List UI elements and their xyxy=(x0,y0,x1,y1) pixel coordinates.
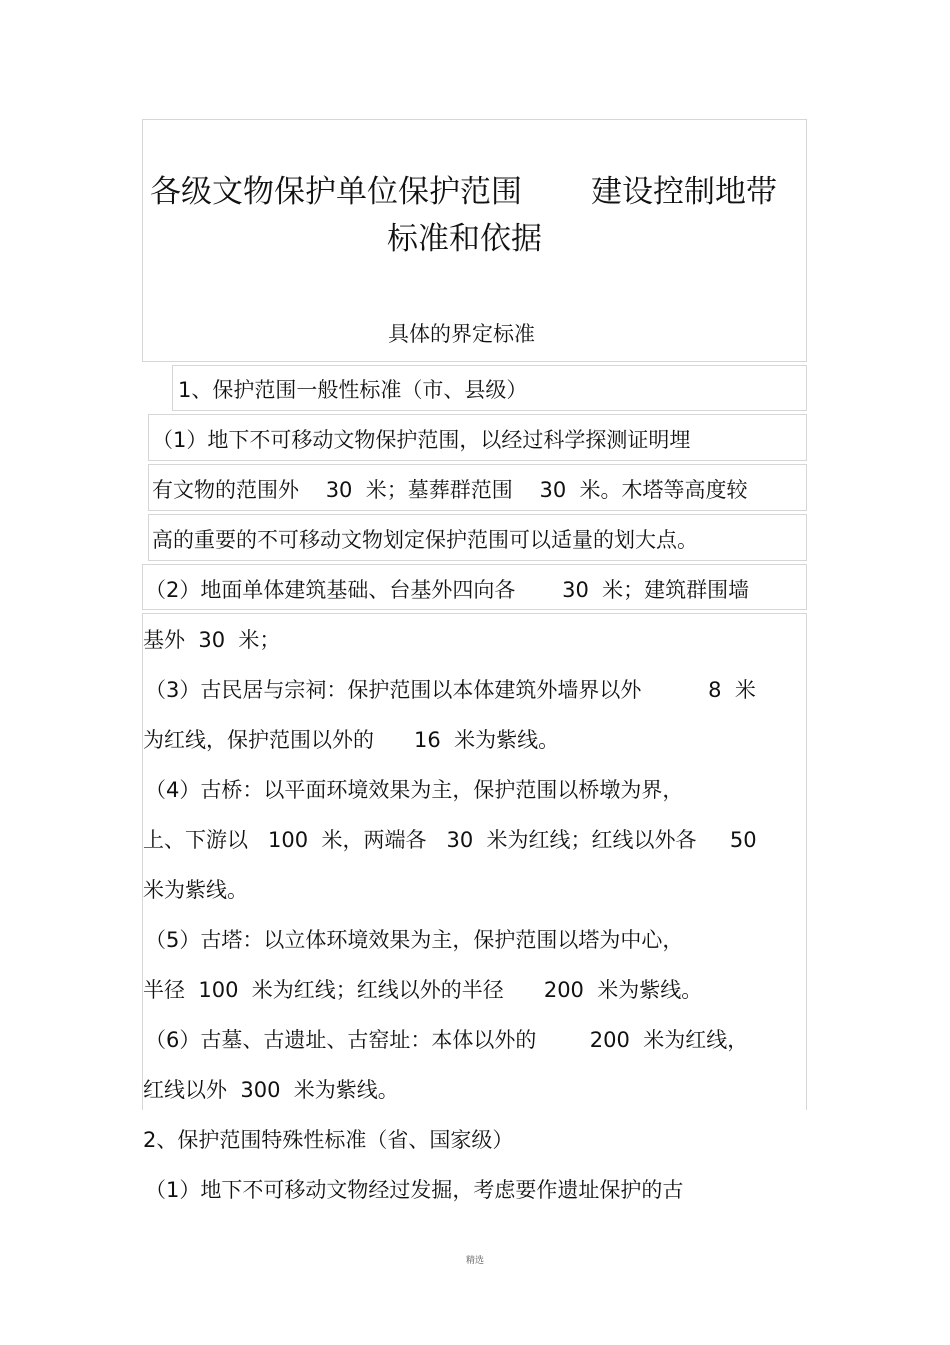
page-title-part1: 各级文物保护单位保护范围 xyxy=(150,174,522,210)
footer-label: 精选 xyxy=(466,1256,485,1266)
text-line: 高的重要的不可移动文物划定保护范围可以适量的划大点。 xyxy=(152,528,698,552)
text-line: 2、保护范围特殊性标准（省、国家级） xyxy=(143,1128,514,1152)
text-line: 米为紫线。 xyxy=(143,878,248,902)
text-line: 红线以外 300 米为紫线。 xyxy=(143,1078,399,1102)
text-line: （2）地面单体建筑基础、台基外四向各 30 米；建筑群围墙 xyxy=(145,578,750,602)
text-line: （5）古塔：以立体环境效果为主，保护范围以塔为中心， xyxy=(145,928,684,952)
text-line: 基外 30 米； xyxy=(143,628,281,652)
text-line: 为红线，保护范围以外的 16 米为紫线。 xyxy=(143,728,560,752)
text-line: （1）地下不可移动文物经过发掘，考虑要作遗址保护的古 xyxy=(145,1178,684,1202)
text-line: （4）古桥：以平面环境效果为主，保护范围以桥墩为界， xyxy=(145,778,684,802)
subtitle: 具体的界定标准 xyxy=(388,322,535,346)
text-line: 1、保护范围一般性标准（市、县级） xyxy=(178,378,528,402)
text-line: （1）地下不可移动文物保护范围，以经过科学探测证明埋 xyxy=(152,428,691,452)
page-title-line2: 标准和依据 xyxy=(387,221,542,257)
text-line: （6）古墓、古遗址、古窑址：本体以外的 200 米为红线， xyxy=(145,1028,749,1052)
text-line: 有文物的范围外 30 米；墓葬群范围 30 米。木塔等高度较 xyxy=(152,478,748,502)
text-line: （3）古民居与宗祠：保护范围以本体建筑外墙界以外 8 米 xyxy=(145,678,756,702)
text-line: 半径 100 米为红线；红线以外的半径 200 米为紫线。 xyxy=(143,978,703,1002)
page-title-part2: 建设控制地带 xyxy=(591,174,777,210)
text-line: 上、下游以 100 米，两端各 30 米为红线；红线以外各 50 xyxy=(143,828,757,852)
